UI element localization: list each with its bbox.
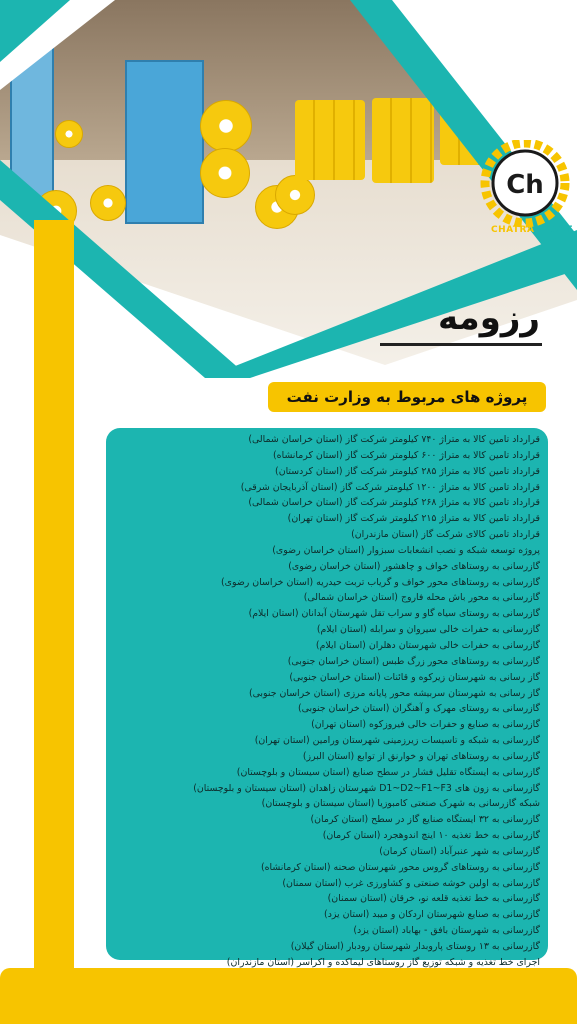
project-item: گازرسانی به صنایع و حفرات خالی فیروزکوه (استان تهران) [311, 719, 540, 731]
project-item: گازرسانی به روستاهای محور خواف و گریاب تربت حیدریه (استان خراسان رضوی) [220, 576, 540, 588]
project-item: قرارداد تامین کالای شرکت گاز (استان مازندران) [351, 529, 540, 541]
page-title: رزومه [438, 298, 540, 338]
brand-name-part2: PLAST [534, 225, 573, 235]
project-item: پروژه توسعه شبکه و نصب انشعابات سبزوار (استان خراسان رضوی) [272, 544, 540, 556]
project-item: قرارداد تامین کالا به متراژ ۷۴۰ کیلومتر شرکت گاز (استان خراسان شمالی) [248, 434, 540, 445]
project-item: قرارداد تامین کالا به متراژ ۲۸۵ کیلومتر شرکت گاز (استان کردستان) [275, 465, 540, 477]
project-item: گازرسانی به روستای سیاه گاو و سراب تقل شهرستان آبدانان (استان ایلام) [248, 608, 540, 620]
project-item: گاز رسانی به شهرستان سربیشه محور پایانه مرزی (استان خراسان جنوبی) [248, 687, 540, 699]
project-item: قرارداد تامین کالا به متراژ ۲۶۸ کیلومتر شرکت گاز (استان خراسان شمالی) [248, 497, 540, 509]
project-item: گازرسانی به زون های D1~D2~F1~F3 شهرستان زاهدان (استان سیستان و بلوچستان) [193, 782, 540, 794]
project-item: گازرسانی به شهرستان بافق - بهاباد (استان یزد) [353, 925, 540, 937]
project-item: قرارداد تامین کالا به متراژ ۶۰۰ کیلومتر شرکت گاز (استان کرمانشاه) [273, 449, 540, 461]
project-item: گازرسانی به ۳۲ ایستگاه صنایع گاز در سطح (استان کرمان) [310, 814, 540, 826]
bottom-yellow-bar [0, 968, 577, 1024]
title-underline [380, 343, 542, 346]
project-item: گازرسانی به ۱۳ روستای پاروبدار شهرستان رودبار (استان گیلان) [290, 941, 540, 952]
project-item: گازرسانی به روستاهای تهران و خوارنق از توابع (استان البرز) [302, 750, 540, 762]
project-item: قرارداد تامین کالا به متراژ ۲۱۵ کیلومتر شرکت گاز (استان تهران) [287, 513, 540, 525]
project-item: گازرسانی به خط تغذیه ۱۰ اینچ اندوهجرد (استان کرمان) [322, 830, 540, 842]
project-item: گازرسانی به اولین خوشه صنعتی و کشاورزی غرب (استان سمنان) [282, 877, 540, 889]
brand-name [491, 225, 571, 235]
project-item: شبکه گازرسانی به شهرک صنعتی کامبوزیا (استان سیستان و بلوچستان) [261, 798, 540, 810]
project-item: گازرسانی به روستاهای گروس محور شهرستان صحنه (استان کرمانشاه) [260, 861, 540, 873]
project-item: گازرسانی به شهر عنبرآباد (استان کرمان) [379, 845, 540, 857]
project-item: گازرسانی به روستاهای خواف و چاهشور (استان خراسان رضوی) [288, 560, 540, 572]
projects-list [116, 432, 540, 971]
project-item: گازرسانی به ایستگاه تقلیل فشار در سطح صنایع (استان سیستان و بلوچستان) [236, 766, 540, 778]
project-item: گازرسانی به روستای مهرک و آهنگران (استان خراسان جنوبی) [298, 703, 540, 715]
project-item: گازرسانی به صنایع شهرستان اردکان و میبد (استان یزد) [324, 909, 540, 921]
brand-name-part1: CHATRA [491, 225, 535, 235]
project-item: قرارداد تامین کالا به متراژ ۱۲۰۰ کیلومتر شرکت گاز (استان آذربایجان شرقی) [240, 481, 540, 493]
logo-glyph: Ch [506, 170, 544, 200]
project-item: گازرسانی به خط تغذیه قلعه نو، خرقان (استان سمنان) [327, 893, 540, 905]
project-item: گازرسانی به حفرات خالی سیروان و سرابله (استان ایلام) [316, 624, 540, 636]
section-title: پروژه های مربوط به وزارت نفت [268, 382, 546, 412]
project-item: گازرسانی به شبکه و تاسیسات زیرزمینی شهرستان ورامین (استان تهران) [254, 735, 540, 747]
project-item: اجرای خط تغذیه و شبکه توزیع گاز روستاهای لیماکده و اکراسر (استان مازندران) [226, 956, 540, 968]
project-item: گازرسانی به حفرات خالی شهرستان دهلران (استان ایلام) [315, 639, 540, 651]
project-item: گاز رسانی به شهرستان زیرکوه و قائنات (استان خراسان جنوبی) [289, 671, 540, 683]
project-item: گازرسانی به محور باش محله فاروج (استان خراسان شمالی) [303, 592, 540, 604]
project-item: گازرسانی به روستاهای محور زرگ طبس (استان خراسان جنوبی) [287, 655, 540, 667]
left-yellow-bar [34, 220, 74, 1020]
